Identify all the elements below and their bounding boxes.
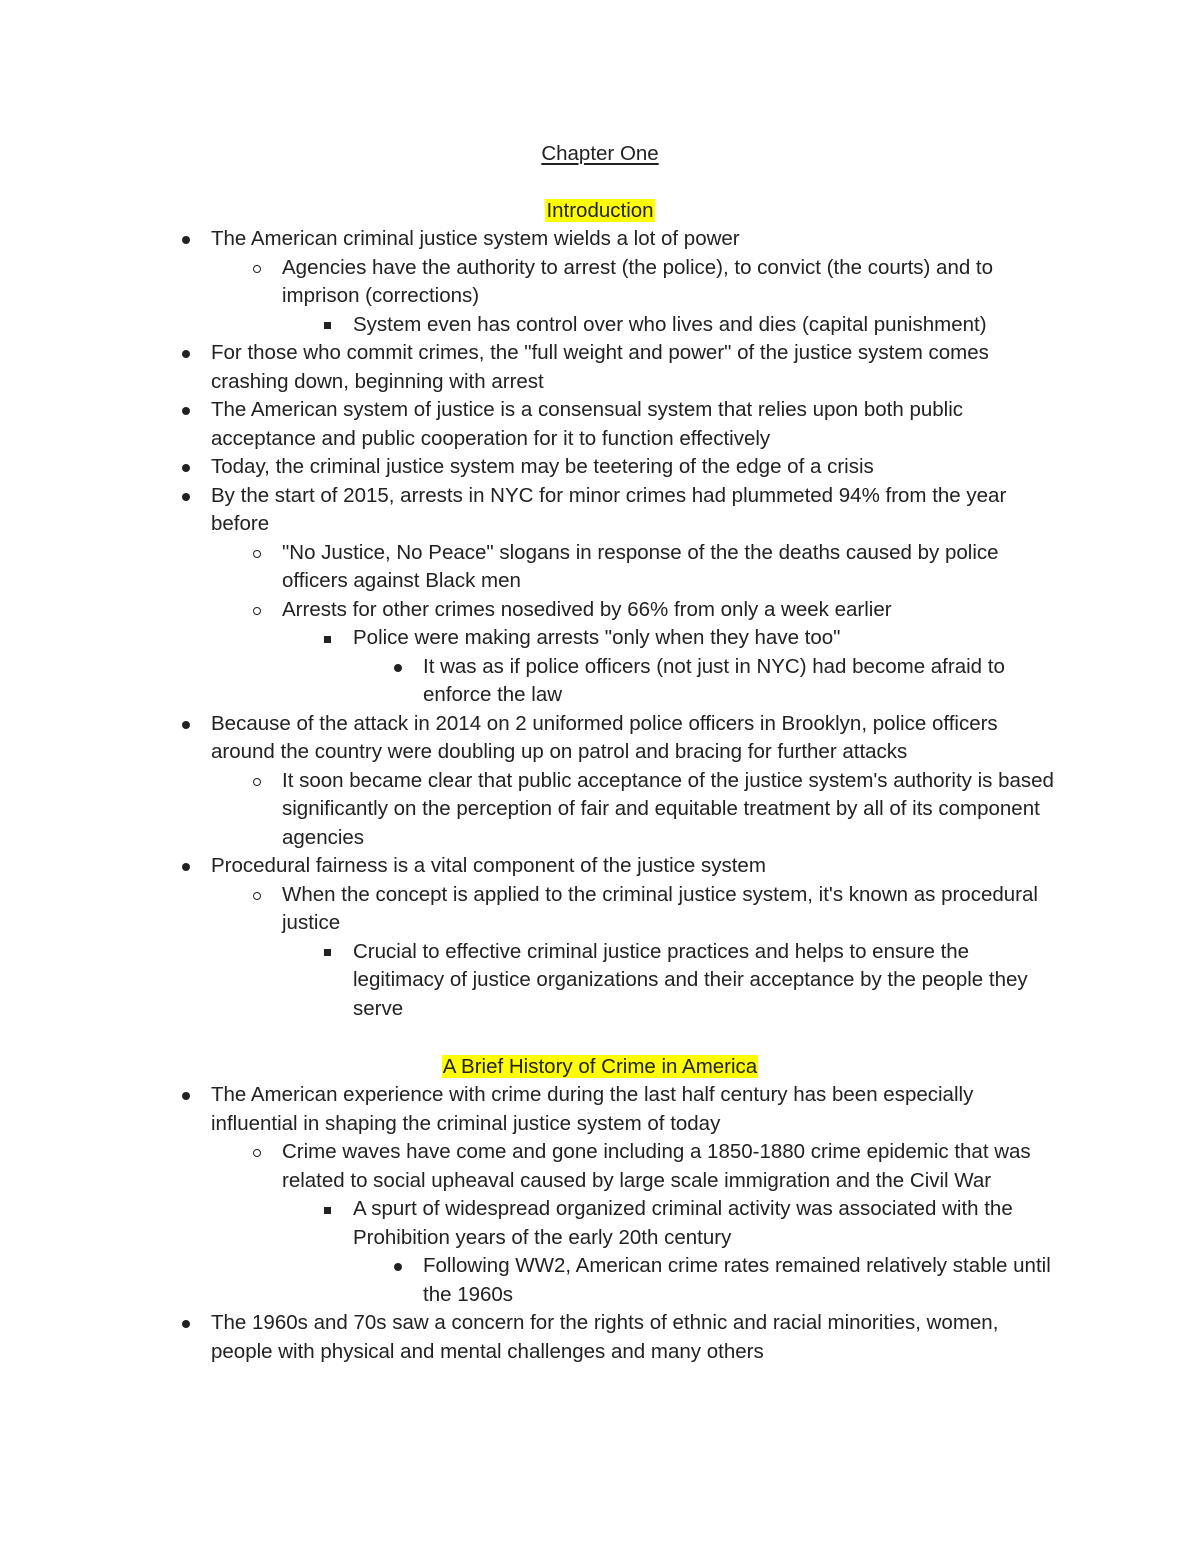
document-title-text: Chapter One	[541, 142, 659, 165]
document-title	[0, 140, 1200, 168]
bullet-disc-icon	[180, 339, 194, 368]
section-heading-history	[0, 1053, 1200, 1081]
list-item-text: It soon became clear that public acceptance of the justice system's authority is based significantly on the perception of fair and equitable treatment by all of its component agencies	[282, 768, 1054, 849]
list-item-text: Today, the criminal justice system may be teetering of the edge of a crisis	[211, 455, 874, 478]
list-item-text: It was as if police officers (not just in NYC) had become afraid to enforce the law	[423, 654, 1005, 706]
list-item-text: For those who commit crimes, the "full weight and power" of the justice system comes crashing down, beginning with arrest	[211, 341, 989, 393]
list-item	[282, 539, 1062, 596]
list-item	[353, 624, 1063, 653]
list-item	[211, 852, 1061, 881]
bullet-disc-icon	[180, 1081, 194, 1110]
bullet-circle-icon	[251, 254, 265, 283]
list-item-text: The American system of justice is a consensual system that relies upon both public acceptance and public cooperation for it to function effectively	[211, 398, 964, 450]
bullet-disc-icon	[180, 710, 194, 739]
bullet-disc-icon	[180, 396, 194, 425]
bullet-square-icon	[322, 938, 336, 967]
list-item-text: The 1960s and 70s saw a concern for the rights of ethnic and racial minorities, women, people with physical and mental challenges and many others	[211, 1311, 999, 1363]
bullet-square-icon	[322, 311, 336, 340]
list-item	[282, 596, 1062, 625]
list-item	[211, 225, 1061, 254]
list-item	[282, 881, 1062, 938]
bullet-disc-icon	[180, 225, 194, 254]
list-item	[211, 453, 1061, 482]
list-item	[211, 339, 1061, 396]
list-item-text: Police were making arrests "only when they have too"	[353, 626, 841, 649]
bullet-disc-icon	[180, 482, 194, 511]
list-item-text: Arrests for other crimes nosedived by 66% from only a week earlier	[282, 597, 892, 621]
list-item-text: The American experience with crime during the last half century has been especially influential in shaping the criminal justice system of today	[211, 1083, 974, 1135]
bullet-circle-icon	[251, 539, 265, 568]
list-item-text: Agencies have the authority to arrest (the police), to convict (the courts) and to imprison (corrections)	[282, 255, 994, 307]
bullet-square-icon	[322, 624, 336, 653]
list-item-text: When the concept is applied to the criminal justice system, it's known as procedural justice	[282, 882, 1038, 934]
bullet-circle-icon	[251, 767, 265, 796]
list-item-text: By the start of 2015, arrests in NYC for minor crimes had plummeted 94% from the year before	[211, 483, 1007, 535]
bullet-disc-icon	[180, 852, 194, 881]
bullet-circle-icon	[251, 1138, 265, 1167]
list-item-text: Crucial to effective criminal justice practices and helps to ensure the legitimacy of justice organizations and their acceptance by the people they serve	[353, 939, 1028, 1020]
list-item-text: Following WW2, American crime rates remained relatively stable until the 1960s	[423, 1254, 1051, 1306]
section-heading-introduction	[0, 197, 1200, 225]
list-item	[423, 653, 1063, 710]
bullet-square-icon	[322, 1195, 336, 1224]
list-item	[211, 482, 1061, 539]
list-item-text: Crime waves have come and gone including a 1850-1880 crime epidemic that was related to social upheaval caused by large scale immigration and the Civil War	[282, 1140, 1031, 1192]
bullet-disc-icon	[180, 1309, 194, 1338]
section-heading-text: Introduction	[546, 199, 654, 222]
list-item	[211, 1309, 1061, 1366]
list-item	[282, 1138, 1062, 1195]
list-item	[423, 1252, 1063, 1309]
list-item	[211, 1081, 1061, 1138]
bullet-disc-icon	[392, 1252, 406, 1281]
list-item-text: The American criminal justice system wields a lot of power	[211, 227, 740, 250]
bullet-disc-icon	[392, 653, 406, 682]
list-item	[211, 396, 1061, 453]
bullet-list-introduction	[0, 225, 1063, 1023]
list-item	[353, 311, 1063, 340]
list-item	[353, 938, 1063, 1024]
list-item-text: Because of the attack in 2014 on 2 uniformed police officers in Brooklyn, police officers around the country were doubling up on patrol and bracing for further attacks	[211, 711, 998, 763]
section-heading-text: A Brief History of Crime in America	[442, 1055, 758, 1078]
list-item-text: A spurt of widespread organized criminal activity was associated with the Prohibition years of the early 20th century	[353, 1197, 1013, 1249]
list-item-text: Procedural fairness is a vital component of the justice system	[211, 854, 766, 877]
bullet-circle-icon	[251, 881, 265, 910]
list-item	[211, 710, 1061, 767]
list-item	[282, 254, 1062, 311]
list-item-text: System even has control over who lives and dies (capital punishment)	[353, 312, 987, 336]
bullet-list-history	[0, 1081, 1063, 1366]
list-item	[353, 1195, 1063, 1252]
list-item-text: "No Justice, No Peace" slogans in response of the the deaths caused by police officers against Black men	[282, 540, 999, 592]
bullet-circle-icon	[251, 596, 265, 625]
bullet-disc-icon	[180, 453, 194, 482]
list-item	[282, 767, 1062, 853]
